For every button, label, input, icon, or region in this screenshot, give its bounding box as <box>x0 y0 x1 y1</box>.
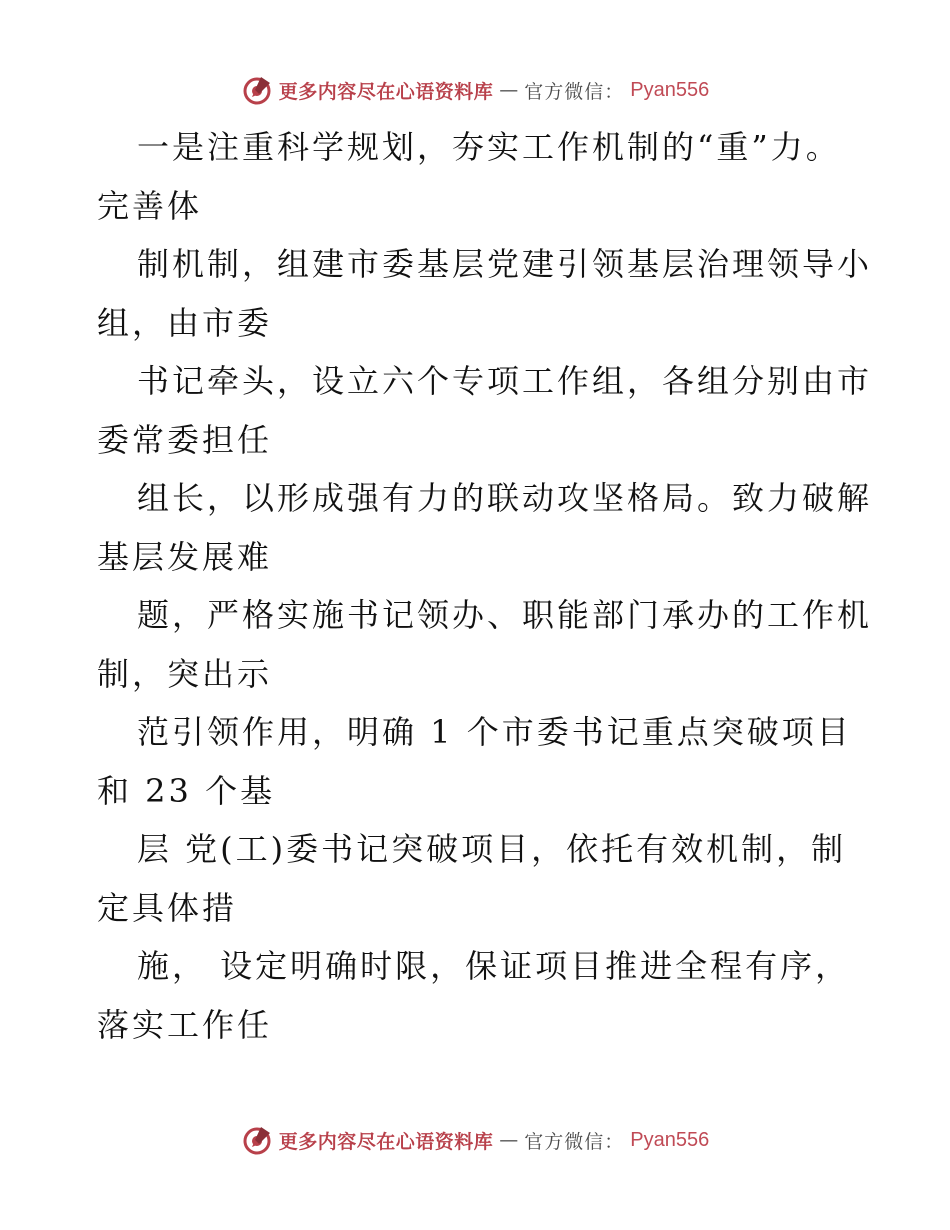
header-slogan: 更多内容尽在心语资料库 <box>278 80 494 103</box>
text-line: 基层发展难 <box>97 537 273 576</box>
text-line: 完善体 <box>97 186 203 225</box>
text-line: 一是注重科学规划，夯实工作机制的“重”力。 <box>137 128 841 166</box>
text-line: 组长，以形成强有力的联动攻坚格局。致力破解 <box>137 479 873 517</box>
quill-seal-icon <box>241 74 273 106</box>
text-line: 组，由市委 <box>97 303 273 342</box>
document-body <box>97 118 877 1054</box>
text-line: 落实工作任 <box>97 1005 273 1044</box>
footer-contact-id: Pyan556 <box>630 1128 710 1151</box>
footer-separator: — <box>499 1129 519 1151</box>
header-contact-label: 官方微信： <box>524 80 625 103</box>
text-line: 定具体措 <box>97 888 238 927</box>
text-line: 层 党(工)委书记突破项目，依托有效机制，制 <box>137 830 847 868</box>
text-line: 制机制，组建市委基层党建引领基层治理领导小 <box>137 245 873 283</box>
footer-slogan: 更多内容尽在心语资料库 <box>278 1130 494 1153</box>
text-line: 和 23 个基 <box>97 771 276 810</box>
header-banner <box>0 70 950 110</box>
text-line: 书记牵头，设立六个专项工作组，各组分别由市 <box>137 362 873 400</box>
text-line: 施， 设定明确时限，保证项目推进全程有序， <box>137 947 851 985</box>
text-line: 题，严格实施书记领办、职能部门承办的工作机 <box>137 596 873 634</box>
text-line: 范引领作用，明确 1 个市委书记重点突破项目 <box>137 713 852 751</box>
text-line: 制，突出示 <box>97 654 273 693</box>
quill-seal-icon <box>241 1124 273 1156</box>
footer-contact-label: 官方微信： <box>524 1130 625 1153</box>
footer-banner <box>0 1120 950 1160</box>
header-contact-id: Pyan556 <box>630 78 710 101</box>
text-line: 委常委担任 <box>97 420 273 459</box>
header-separator: — <box>499 79 519 101</box>
